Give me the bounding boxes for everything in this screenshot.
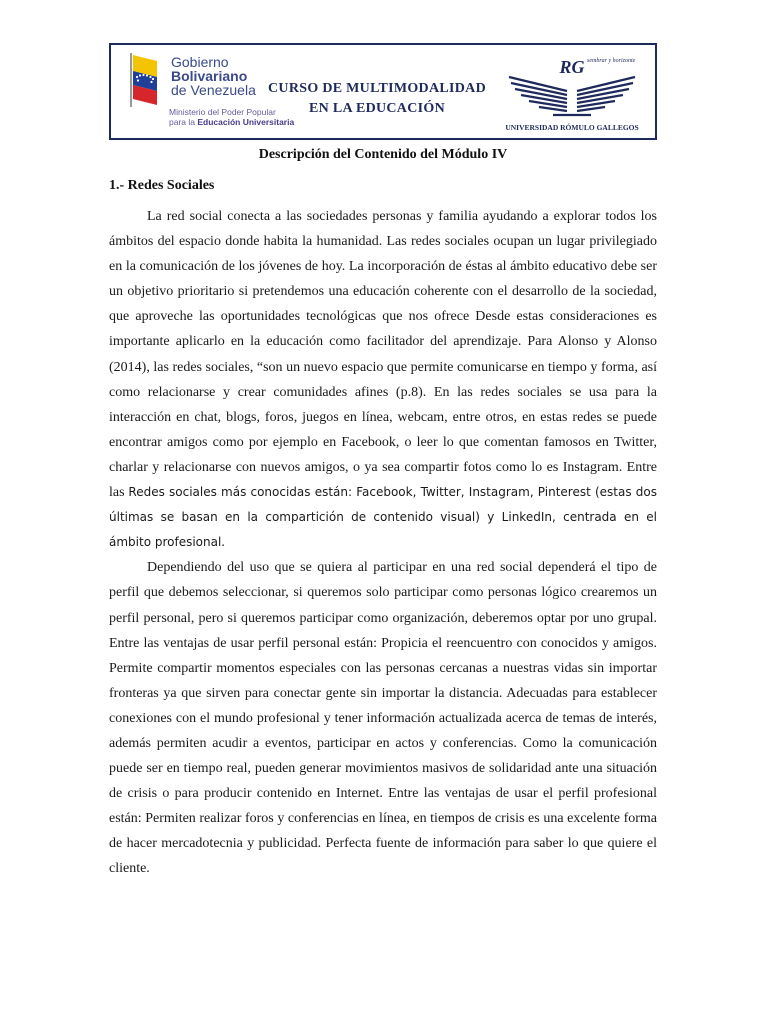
gov-line-1: Gobierno	[171, 54, 229, 70]
university-monogram: RG	[559, 57, 585, 77]
paragraph-1-networks-text: Redes sociales más conocidas están: Facebook, Twitter, Instagram, Pinterest (estas dos últimas se basan en la compartición de contenido visual) y LinkedIn, centrada en el ámbito profesional	[109, 485, 657, 550]
paragraph-1-text: La red social conecta a las sociedades personas y familia ayudando a explorar todos los ámbitos del espacio donde habita la humanidad. Las redes sociales ocupan un lugar privilegiado en la comunicación de los jóvenes de hoy. La incorporación de éstas al ámbito educativo debe ser un objetivo prioritario si pretendemos una educación coherente con el desarrollo de la sociedad, que aproveche las oportunidades tecnológicas que nos ofrece Desde estas consideraciones es importante aplicarlo en la educación como facilitador del aprendizaje. Para Alonso y Alonso (2014), las redes sociales, “son un nuevo espacio que permite comunicarse en tiempo y forma, así como relacionarse y crear comunidades afines (p.8). En las redes sociales se usa para la interacción en chat, blogs, foros, juegos en línea, webcam, entre otros, en estas redes se puede encontrar amigos como por ejemplo en Facebook, o leer lo que comentan famosos en Twitter, charlar y relacionarse con nuevos amigos, o ya sea compartir fotos como lo es Instagram. Entre las	[109, 209, 657, 501]
gov-line-3: de Venezuela	[171, 82, 256, 98]
gov-line-2: Bolivariano	[171, 68, 248, 84]
document-body	[109, 204, 657, 882]
module-title: Descripción del Contenido del Módulo IV	[258, 147, 508, 162]
ministry-bold: Educación Universitaria	[197, 117, 295, 127]
paragraph-1	[109, 204, 657, 555]
government-logo-text	[171, 55, 256, 97]
header-banner	[109, 43, 657, 140]
paragraph-1-end: .	[221, 535, 225, 551]
university-emblem-icon	[497, 51, 647, 123]
section-heading: 1.- Redes Sociales	[109, 178, 215, 193]
course-title	[261, 79, 493, 119]
university-motto: sembrar y horizonte	[587, 58, 636, 64]
university-name: UNIVERSIDAD RÓMULO GALLEGOS	[505, 123, 639, 132]
ministry-line-1: Ministerio del Poder Popular	[169, 107, 276, 117]
paragraph-2: Dependiendo del uso que se quiera al participar en una red social dependerá el tipo de perfil que debemos seleccionar, si queremos solo participar como personas lógico crearemos un perfil personal, pero si queremos participar como organización, deberemos optar por uno grupal. Entre las ventajas de usar perfil personal están: Propicia el reencuentro con conocidos y amigos. Permite compartir momentos especiales con las personas cercanas a nuestras vidas sin importar fronteras ya que sirven para conectar gente sin importar la distancia. Adecuadas para establecer conexiones con el mundo profesional y tener información actualizada acerca de temas de interés, además permiten acudir a eventos, participar en actos y conferencias. Como la comunicación puede ser en tiempo real, pueden generar movimientos masivos de solidaridad ante una situación de crisis o para producir contenido en Internet. Entre las ventajas de usar el perfil profesional están: Permiten realizar foros y conferencias en línea, en tiempos de crisis es una excelente forma de hacer mercadotecnia y publicidad. Perfecta fuente de información para saber lo que quiere el cliente.	[109, 560, 657, 877]
course-title-line-2: EN LA EDUCACIÓN	[309, 101, 445, 116]
ministry-prefix: para la	[169, 117, 198, 127]
course-title-line-1: CURSO DE MULTIMODALIDAD	[268, 81, 486, 96]
venezuela-flag-icon	[127, 51, 167, 109]
